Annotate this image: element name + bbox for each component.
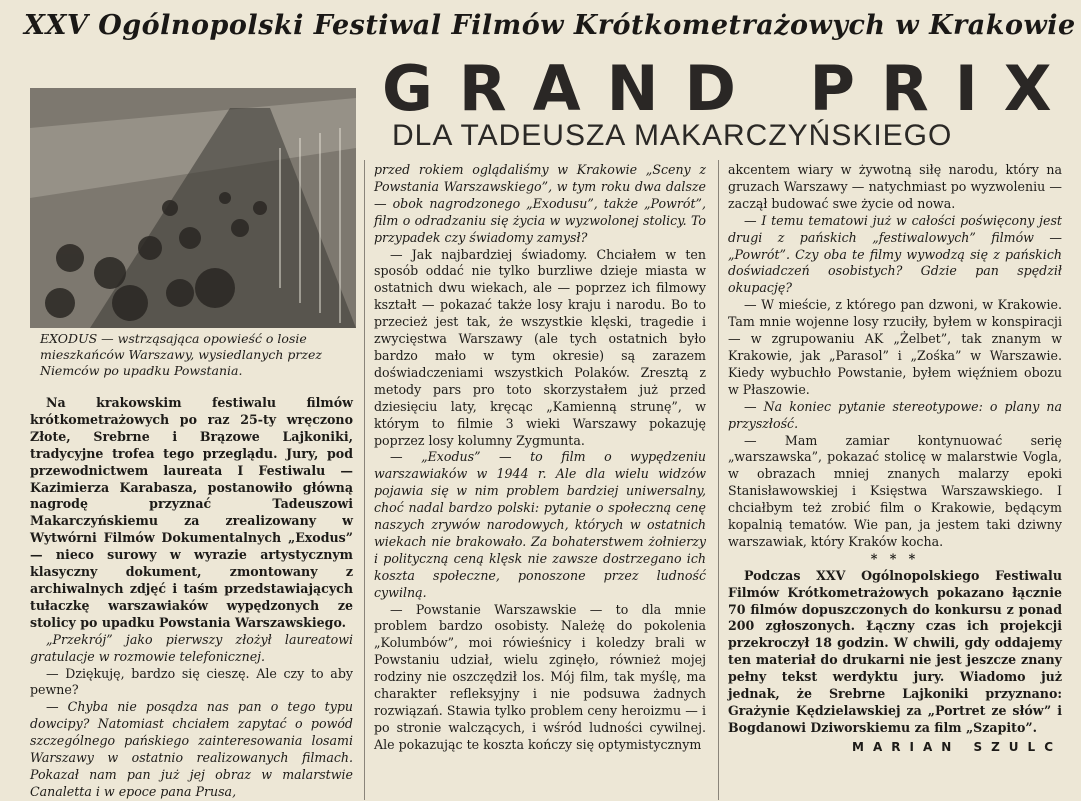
col3-paragraph-3: — W mieście, z którego pan dzwoni, w Krakowie. Tam mnie wojenne losy rzuciły, byłem w konspiracji — w zgrupowaniu AK „Żelbet”, tak znanym w Krakowie, jak „Parasol” i „Zośka” w Warszawie. Kiedy wybuchło Powstanie, byłem więźniem obozu w Płaszowie.	[728, 297, 1062, 397]
crowd-illustration	[30, 88, 356, 328]
column-2	[374, 162, 706, 754]
column-divider-1	[364, 160, 365, 800]
col2-paragraph-1: przed rokiem oglądaliśmy w Krakowie „Sceny z Powstania Warszawskiego”, w tym roku dwa dalsze — obok nagrodzonego „Exodusu”, także „Powrót”, film o odradzaniu się życia w wyzwolonej stolicy. To przypadek czy świadomy zamysł?	[374, 162, 706, 245]
col1-paragraph-2: „Przekrój” jako pierwszy złożył laureatowi gratulacje w rozmowie telefonicznej.	[30, 631, 353, 664]
headline: GRAND PRIX	[382, 52, 1078, 125]
lead-paragraph: Na krakowskim festiwalu filmów krótkometrażowych po raz 25-ty wręczono Złote, Srebrne i Brązowe Lajkoniki, tradycyjne trofea tego przeglądu. Jury, pod przewodnictwem laureata I Festiwalu — Kazimierza Karabasza, postanowiło główną nagrodę przyznać Tadeuszowi Makarczyńskiemu za zrealizowany w Wytwórni Filmów Dokumentalnych „Exodus” — nieco surowy w wyrazie artystycznym klasyczny dokument, zmontowany z archiwalnych zdjęć i taśm przedstawiających tułaczkę warszawiaków wypędzonych ze stolicy po upadku Powstania Warszawskiego.	[30, 395, 353, 630]
column-1	[30, 395, 353, 801]
col3-paragraph-1: akcentem wiary w żywotną siłę narodu, który na gruzach Warszawy — natychmiast po wyzwoleniu — zaczął budować swe życie od nowa.	[728, 162, 1062, 211]
col1-paragraph-4: — Chyba nie posądza nas pan o tego typu dowcipy? Natomiast chciałem zapytać o powód szczególnego pańskiego zainteresowania losami Warszawy w ostatnio realizowanych filmach. Pokazał nam pan już jej obraz w malarstwie Canaletta i w epoce pana Prusa,	[30, 699, 353, 799]
exodus-photo	[30, 88, 356, 328]
col2-paragraph-2: — Jak najbardziej świadomy. Chciałem w ten sposób oddać nie tylko burzliwe dzieje miasta w ostatnich dwu wiekach, ale — poprzez ich filmowy kształt — pokazać także losy kraju i narodu. Bo to przecież jest tak, że wszystkie klęski, tragedie i zwycięstwa Warszawy (ale tych ostatnich było bardzo mało w tym okresie) są zarazem doświadczeniami wszystkich Polaków. Zresztą z metody pars pro toto skorzystałem już przed dziesięciu laty, kręcąc „Kamienną strunę”, w którym to filmie 3 wieki Warszawy pokazuję poprzez losy kolumny Zygmunta.	[374, 246, 706, 448]
col3-paragraph-2: — I temu tematowi już w całości poświęcony jest drugi z pańskich „festiwalowych” filmów — „Powrót”. Czy oba te filmy wywodzą się z pańskich doświadczeń osobistych? Gdzie pan spędził okupację?	[728, 212, 1062, 296]
caption-text: — wstrząsająca opowieść o losie mieszkańców Warszawy, wysiedlanych przez Niemców po upadku Powstania.	[40, 331, 322, 378]
col2-paragraph-3: — „Exodus” — to film o wypędzeniu warszawiaków w 1944 r. Ale dla wielu widzów pojawia się w nim problem bardziej uniwersalny, choć nadal bardzo polski: pytanie o społeczną cenę naszych zrywów narodowych, których w ostatnich wiekach nie brakowało. Za bohaterstwem żołnierzy i polityczną ceną klęsk nie zawsze dostrzegano ich koszta społeczne, ponoszone przez ludność cywilną.	[374, 449, 706, 600]
column-3	[728, 162, 1062, 756]
col3-paragraph-4: — Na koniec pytanie stereotypowe: o plany na przyszłość.	[728, 398, 1062, 431]
author-signature: MARIAN SZULC	[852, 739, 1062, 754]
col3-paragraph-5: — Mam zamiar kontynuować serię „warszawska”, pokazać stolicę w malarstwie Vogla, w obrazach mniej znanych malarzy epoki Stanisławowskiej i Księstwa Warszawskiego. I chciałbym też zrobić film o Krakowie, będącym kopalnią tematów. Wie pan, ja jestem taki dziwny warszawiak, który Kraków kocha.	[728, 432, 1062, 549]
caption-lead: EXODUS	[40, 331, 98, 346]
festival-kicker: XXV Ogólnopolski Festiwal Filmów Krótkometrażowych w Krakowie	[24, 10, 1076, 41]
subheadline: DLA TADEUSZA MAKARCZYŃSKIEGO	[392, 119, 953, 152]
col3-summary: Podczas XXV Ogólnopolskiego Festiwalu Filmów Krótkometrażowych pokazano łącznie 70 filmów dopuszczonych do konkursu z ponad 200 zgłoszonych. Łączny czas ich projekcji przekroczył 18 godzin. W chwili, gdy oddajemy ten materiał do drukarni nie jest jeszcze znany pełny tekst werdyktu jury. Wiadomo już jednak, że Srebrne Lajkoniki przyznano: Grażynie Kędzielawskiej za „Portret ze słów” i Bogdanowi Dziworskiemu za film „Szapito”.	[728, 567, 1062, 735]
col1-paragraph-3: — Dziękuję, bardzo się cieszę. Ale czy to aby pewne?	[30, 665, 353, 698]
photo-caption	[40, 331, 352, 379]
section-break: * * *	[870, 550, 920, 566]
col2-paragraph-4: — Powstanie Warszawskie — to dla mnie problem bardzo osobisty. Należę do pokolenia „Kolumbów”, moi rówieśnicy i koledzy brali w Powstaniu udział, wielu zginęło, również mojej rodziny nie oszczędził los. Mój film, tak myślę, ma charakter refleksyjny i nie podsuwa żadnych rozwiązań. Stawia tylko problem ceny heroizmu — i po stronie walczących, i wśród ludności cywilnej. Ale pokazując te koszta kończy się optymistycznym	[374, 601, 706, 752]
column-divider-2	[718, 160, 719, 800]
